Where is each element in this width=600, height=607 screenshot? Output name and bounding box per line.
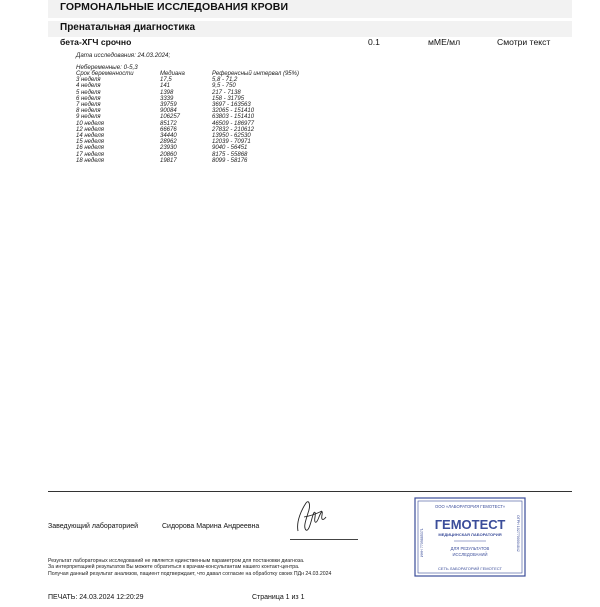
table-cell: 34440 xyxy=(160,133,177,140)
footer-divider xyxy=(48,491,572,492)
table-cell: 12 неделя xyxy=(76,126,104,133)
table-cell: 8175 - 55868 xyxy=(212,151,248,158)
table-cell: 19817 xyxy=(160,157,177,164)
table-cell: 3339 xyxy=(160,95,174,102)
head-of-lab-name: Сидорова Марина Андреевна xyxy=(162,523,260,530)
table-cell: 66676 xyxy=(160,126,177,133)
table-cell: 12039 - 70971 xyxy=(212,139,251,146)
table-row xyxy=(76,158,322,164)
table-cell: 17 неделя xyxy=(76,151,104,158)
table-cell: 27832 - 210612 xyxy=(212,126,255,133)
table-cell: 1398 xyxy=(160,89,174,96)
disclaimer-line: За интерпретацией результатов Вы можете обратиться к врачам-консультантам нашего контакт-центра. xyxy=(48,564,300,571)
table-cell: 9040 - 56451 xyxy=(212,145,248,152)
table-cell: 17,5 xyxy=(160,77,172,84)
disclaimer-line: Получая данный результат анализов, пациент подтверждает, что давал согласие на обработку своих ПДн 24.03.2024 xyxy=(48,570,332,577)
table-cell: 63803 - 151410 xyxy=(212,114,255,121)
disclaimer xyxy=(48,558,331,577)
test-reference-note: Смотри текст xyxy=(497,37,551,47)
table-cell: 3 неделя xyxy=(76,77,101,84)
nonpregnant-reference: Небеременные: 0-5,3 xyxy=(76,64,138,71)
stamp-inn: ИНН 7709885371 xyxy=(420,528,424,557)
table-cell: 16 неделя xyxy=(76,145,104,152)
head-of-lab-label: Заведующий лабораторией xyxy=(48,523,138,530)
stamp-purpose-1: ДЛЯ РЕЗУЛЬТАТОВ xyxy=(450,546,490,551)
test-name: бета-ХГЧ срочно xyxy=(60,37,132,47)
table-cell: 9 неделя xyxy=(76,114,101,121)
print-timestamp: ПЕЧАТЬ: 24.03.2024 12:20:29 xyxy=(48,594,144,601)
table-cell: 217 - 7138 xyxy=(212,89,241,96)
signature-line xyxy=(290,539,358,540)
table-cell: 158 - 31795 xyxy=(212,95,245,102)
table-cell: 18 неделя xyxy=(76,157,104,164)
table-cell: 14 неделя xyxy=(76,133,104,140)
table-cell: 5,8 - 71,2 xyxy=(212,77,238,84)
lab-stamp-icon xyxy=(414,497,526,577)
page-number: Страница 1 из 1 xyxy=(252,594,305,601)
column-header: Референсный интервал (95%) xyxy=(212,71,299,77)
test-unit: мМЕ/мл xyxy=(428,37,461,47)
table-cell: 3697 - 163563 xyxy=(212,102,251,109)
table-cell: 10 неделя xyxy=(76,120,104,127)
table-cell: 9,5 - 750 xyxy=(212,83,236,90)
stamp-top-text: ООО «ЛАБОРАТОРИЯ ГЕМОТЕСТ» xyxy=(434,504,506,509)
signature-icon xyxy=(292,497,330,537)
table-cell: 7 неделя xyxy=(76,102,101,109)
research-date: Дата исследования: 24.03.2024; xyxy=(76,52,171,59)
table-cell: 39759 xyxy=(160,102,177,109)
column-header: Медиана xyxy=(160,71,185,77)
table-cell: 15 неделя xyxy=(76,139,104,146)
stamp-brand: ГЕМОТЕСТ xyxy=(434,517,506,532)
table-cell: 20860 xyxy=(160,151,177,158)
table-cell: 8099 - 58176 xyxy=(212,157,248,164)
stamp-subtitle: МЕДИЦИНСКАЯ ЛАБОРАТОРИЯ xyxy=(438,532,502,537)
reference-table xyxy=(76,71,322,164)
table-cell: 32065 - 151410 xyxy=(212,108,255,115)
stamp-bottom-text: СЕТЬ ЛАБОРАТОРИЙ ГЕМОТЕСТ xyxy=(438,566,502,571)
report-title: ГОРМОНАЛЬНЫЕ ИССЛЕДОВАНИЯ КРОВИ xyxy=(60,1,289,13)
table-cell: 5 неделя xyxy=(76,89,101,96)
table-cell: 46509 - 186977 xyxy=(212,120,255,127)
table-cell: 8 неделя xyxy=(76,108,101,115)
disclaimer-line: Результат лабораторных исследований не является единственным параметром для постановки диагноза. xyxy=(48,558,305,564)
table-cell: 141 xyxy=(160,83,171,90)
section-title: Пренатальная диагностика xyxy=(60,22,196,33)
table-cell: 23930 xyxy=(160,145,177,152)
table-cell: 90084 xyxy=(160,108,177,115)
test-value: 0.1 xyxy=(368,37,380,47)
table-cell: 6 неделя xyxy=(76,95,101,102)
table-cell: 28962 xyxy=(160,139,177,146)
table-cell: 85172 xyxy=(160,120,177,127)
stamp-ogrn: ОГРН 1027700004842 xyxy=(516,515,520,552)
stamp-purpose-2: ИССЛЕДОВАНИЙ xyxy=(452,552,488,557)
table-cell: 106257 xyxy=(160,114,181,121)
column-header: Срок беременности xyxy=(76,71,134,77)
table-cell: 13950 - 62530 xyxy=(212,133,251,140)
table-cell: 4 неделя xyxy=(76,83,101,90)
